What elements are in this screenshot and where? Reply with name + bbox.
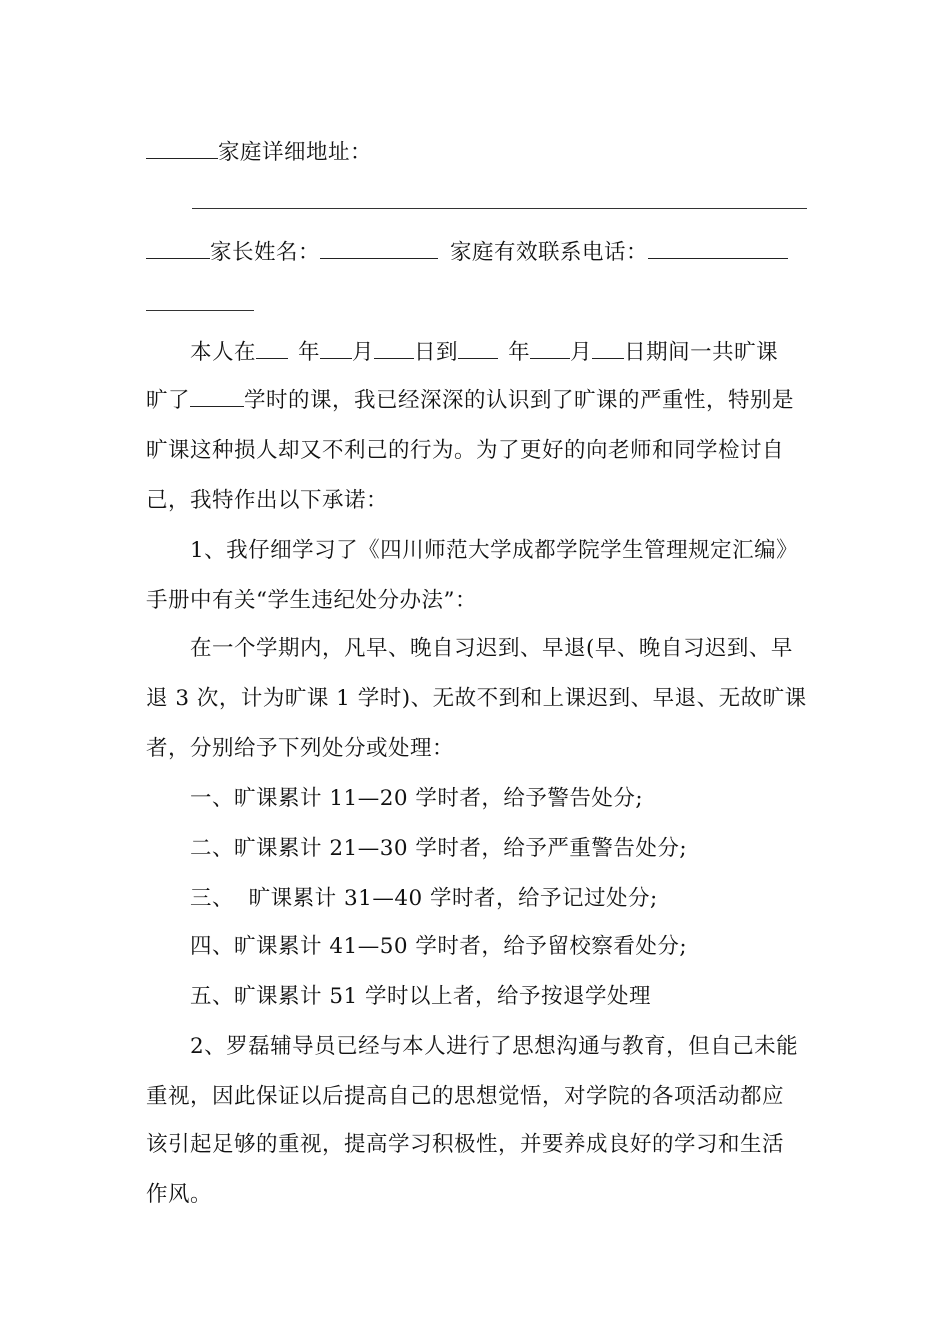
- text-segment: 学时的课，我已经深深的认识到了旷课的严重性，特别是: [244, 388, 795, 413]
- text-segment: 日期间一共旷课: [624, 340, 779, 365]
- commitment-1-line-2: 手册中有关“学生违纪处分办法”：: [146, 588, 477, 613]
- parent-name-blank[interactable]: [320, 238, 438, 259]
- address-prefix-blank[interactable]: [146, 138, 218, 159]
- parent-prefix-blank[interactable]: [146, 238, 210, 259]
- text-segment: 日到: [414, 340, 459, 365]
- penalty-rule-3: 三、 旷课累计 31—40 学时者，给予记过处分;: [190, 886, 658, 911]
- commitment-2-line-4: 作风。: [146, 1182, 213, 1207]
- text-segment: 旷了: [146, 388, 191, 413]
- penalty-rule-5: 五、旷课累计 51 学时以上者，给予按退学处理: [190, 984, 652, 1009]
- address-row: [146, 138, 808, 168]
- commitment-2-line-2: 重视，因此保证以后提高自己的思想觉悟，对学院的各项活动都应: [146, 1084, 785, 1109]
- statement-line-2: [146, 386, 808, 416]
- end-month-blank[interactable]: [530, 338, 570, 359]
- penalty-rule-1: 一、旷课累计 11—20 学时者，给予警告处分;: [190, 786, 644, 811]
- statement-line-3: 旷课这种损人却又不利己的行为。为了更好的向老师和同学检讨自: [146, 438, 785, 463]
- policy-line-3: 者，分别给予下列处分或处理：: [146, 736, 455, 761]
- penalty-rule-4: 四、旷课累计 41—50 学时者，给予留校察看处分;: [190, 934, 688, 959]
- commitment-2-line-3: 该引起足够的重视，提高学习积极性，并要养成良好的学习和生活: [146, 1132, 785, 1157]
- end-year-blank[interactable]: [458, 338, 498, 359]
- phone-blank-continued[interactable]: [146, 310, 254, 311]
- commitment-1-line-1: 1、我仔细学习了《四川师范大学成都学院学生管理规定汇编》: [190, 538, 799, 563]
- statement-line-1: [146, 338, 852, 368]
- start-day-blank[interactable]: [374, 338, 414, 359]
- policy-line-2: 退 3 次，计为旷课 1 学时)、无故不到和上课迟到、早退、无故旷课: [146, 686, 807, 711]
- parent-name-label: 家长姓名：: [210, 240, 321, 265]
- text-segment: 年: [508, 340, 531, 365]
- address-blank-line[interactable]: [192, 208, 807, 209]
- text-segment: 月: [570, 340, 593, 365]
- parent-contact-row: [146, 238, 808, 268]
- penalty-rule-2: 二、旷课累计 21—30 学时者，给予严重警告处分;: [190, 836, 688, 861]
- policy-line-1: 在一个学期内，凡早、晚自习迟到、早退(早、晚自习迟到、早: [190, 636, 793, 661]
- start-month-blank[interactable]: [320, 338, 352, 359]
- statement-line-4: 己，我特作出以下承诺：: [146, 488, 389, 513]
- text-segment: 本人在: [190, 340, 257, 365]
- start-year-blank[interactable]: [256, 338, 288, 359]
- hours-blank[interactable]: [190, 386, 244, 407]
- text-segment: 年: [298, 340, 321, 365]
- address-label: 家庭详细地址：: [218, 140, 373, 165]
- phone-label: 家庭有效联系电话：: [450, 240, 649, 265]
- phone-blank[interactable]: [648, 238, 788, 259]
- end-day-blank[interactable]: [592, 338, 624, 359]
- commitment-2-line-1: 2、罗磊辅导员已经与本人进行了思想沟通与教育，但自己未能: [190, 1034, 799, 1059]
- text-segment: 月: [352, 340, 375, 365]
